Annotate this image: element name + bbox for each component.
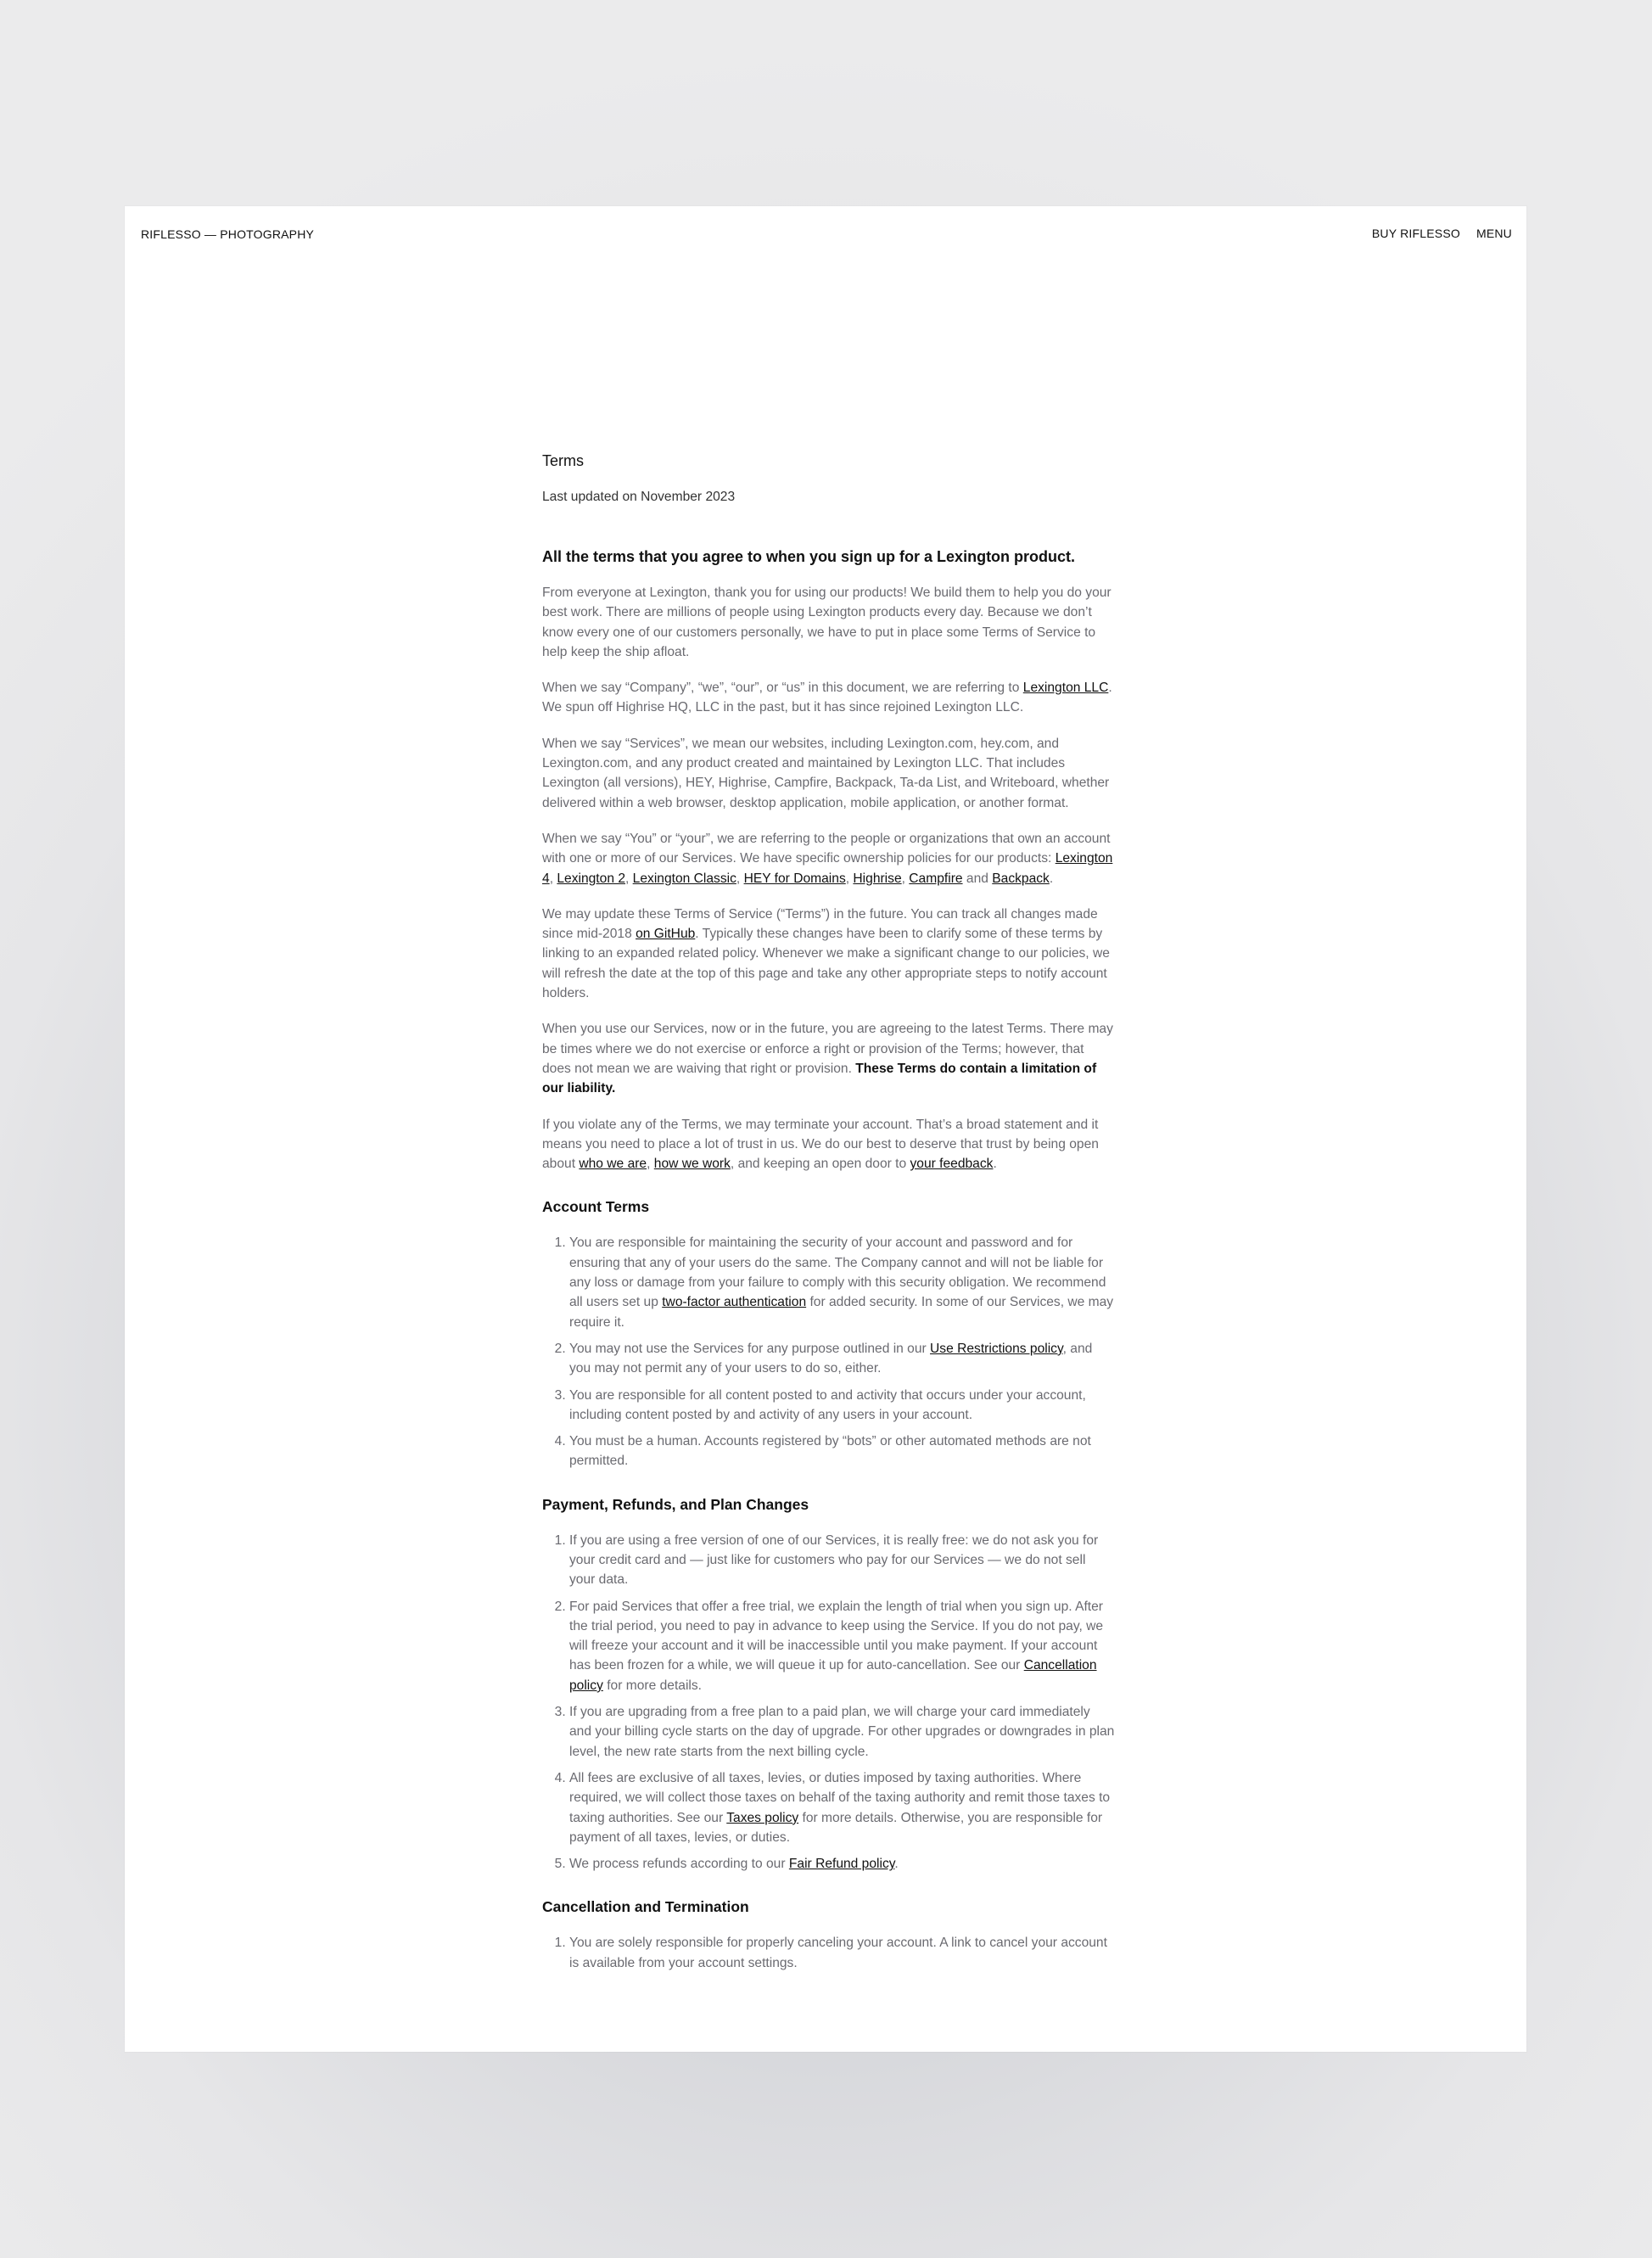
separator: , [647, 1157, 654, 1172]
lexington-4-link[interactable]: Lexington 4 [542, 851, 1113, 886]
fair-refund-policy-link[interactable]: Fair Refund policy [788, 1857, 895, 1872]
company-definition-paragraph [542, 678, 1115, 718]
lexington-llc-link[interactable]: Lexington LLC [1022, 681, 1109, 696]
text-span: All fees are exclusive of all taxes, levies, or duties imposed by taxing authorities. Where required, we will collect those taxes on behalf of the taxing authority and remit those taxes to taxing authorities. See our [569, 1770, 1111, 1825]
list-item [569, 1597, 1115, 1695]
text-span: for more details. [602, 1678, 703, 1693]
text-span: When you use our Services, now or in the future, you are agreeing to the latest Terms. There may be times where we do not exercise or enforce a right or provision of the Terms; however, that does not mean we are waiving that right or provision. [542, 1022, 1113, 1076]
text-span: You are solely responsible for properly canceling your account. A link to cancel your account is available from your account settings. [569, 1936, 1107, 1970]
intro-paragraph: From everyone at Lexington, thank you for using our products! We build them to help you do your best work. There are millions of people using Lexington products every day. Because we don’t know every one of our customers personally, we have to put in place some Terms of Service to help keep the ship afloat. [542, 586, 1112, 659]
text-span: We process refunds according to our [569, 1857, 789, 1872]
your-feedback-link[interactable]: your feedback [910, 1157, 994, 1172]
payment-heading: Payment, Refunds, and Plan Changes [542, 1495, 809, 1513]
who-we-are-link[interactable]: who we are [579, 1157, 647, 1172]
list-item [569, 1432, 1115, 1471]
separator: , [549, 871, 557, 886]
lexington-classic-link[interactable]: Lexington Classic [632, 871, 736, 886]
text-span: . Typically these changes have been to clarify some of these terms by linking to an expanded related policy. Whenever we make a significant change to our policies, we will refresh the date at the top of this page and take any other appropriate steps to notify account holders. [542, 927, 1110, 1001]
buy-riflesso-link[interactable]: BUY RIFLESSO [1371, 227, 1460, 240]
text-span: for more details. Otherwise, you are responsible for payment of all taxes, levies, or duties. [569, 1810, 1103, 1845]
cancellation-heading: Cancellation and Termination [542, 1898, 749, 1916]
list-item [569, 1933, 1115, 1973]
two-factor-authentication-link[interactable]: two-factor authentication [662, 1295, 807, 1310]
services-definition-paragraph: When we say “Services”, we mean our websites, including Lexington.com, hey.com, and Lexington.com, and any product created and maintained by Lexington LLC. That includes Lexington (all versions), HEY, Highrise, Campfire, Backpack, Ta-da List, and Writeboard, whether delivered within a web browser, desktop application, mobile application, or another format. [542, 736, 1110, 810]
separator: , [736, 871, 744, 886]
separator: , [901, 871, 910, 886]
text-span: You may not use the Services for any purpose outlined in our [569, 1341, 931, 1356]
text-span: When we say “You” or “your”, we are referring to the people or organizations that own an account with one or more of our Services. We have specific ownership policies for our products: [542, 831, 1111, 866]
text-span: If you are using a free version of one of our Services, it is really free: we do not ask you for your credit card and — just like for customers who pay for our Services — we do not sell your data. [569, 1532, 1099, 1588]
payment-list [542, 1531, 1115, 1874]
text-span: for added security. In some of our Services, we may require it. [569, 1295, 1114, 1330]
list-item [569, 1233, 1115, 1331]
text-span: . [894, 1857, 899, 1872]
text-span: , and keeping an open door to [730, 1157, 910, 1172]
text-span: If you are upgrading from a free plan to a paid plan, we will charge your card immediately and your billing cycle starts on the day of upgrade. For other upgrades or downgrades in plan level, the new rate starts from the next billing cycle. [569, 1705, 1115, 1759]
text-span: You are responsible for maintaining the security of your account and password and for ensuring that any of your users do the same. The Company cannot and will not be liable for any loss or damage from your failure to comply with this security obligation. We recommend all users set up [569, 1235, 1106, 1310]
page-title: Terms [542, 452, 584, 469]
lexington-2-link[interactable]: Lexington 2 [557, 871, 625, 886]
hey-for-domains-link[interactable]: HEY for Domains [743, 871, 846, 886]
campfire-link[interactable]: Campfire [909, 871, 963, 886]
list-item [569, 1531, 1115, 1590]
period: . [1049, 871, 1054, 886]
text-span: , and you may not permit any of your users to do so, either. [569, 1341, 1093, 1376]
separator: , [845, 871, 854, 886]
top-nav [1372, 227, 1512, 240]
updates-paragraph [542, 905, 1115, 1003]
list-item [569, 1768, 1115, 1847]
text-span: For paid Services that offer a free trial, we explain the length of trial when you sign up. After the trial period, you need to pay in advance to keep using the Service. If you do not pay, we will freeze your account and it will be inaccessible until you make payment. If your account has been frozen for a while, we will queue it up for auto-cancellation. See our [569, 1599, 1104, 1673]
separator: , [625, 871, 633, 886]
github-link[interactable]: on GitHub [636, 927, 696, 942]
menu-button[interactable]: MENU [1476, 227, 1512, 240]
cancellation-policy-link[interactable]: Cancellation policy [569, 1658, 1097, 1693]
text-span: You are responsible for all content posted to and activity that occurs under your account, including content posted by and activity of any users in your account. [569, 1387, 1086, 1422]
brand-logo-link[interactable]: RIFLESSO — PHOTOGRAPHY [141, 227, 315, 241]
list-item [569, 1339, 1115, 1379]
list-item [569, 1702, 1115, 1762]
how-we-work-link[interactable]: how we work [653, 1157, 731, 1172]
taxes-policy-link[interactable]: Taxes policy [726, 1810, 799, 1825]
lead-heading: All the terms that you agree to when you sign up for a Lexington product. [542, 548, 1076, 565]
list-item [569, 1854, 1115, 1874]
list-item [569, 1386, 1115, 1426]
account-terms-heading: Account Terms [542, 1198, 650, 1216]
terms-article [542, 451, 1115, 1980]
browser-viewport [125, 206, 1526, 2052]
liability-notice: These Terms do contain a limitation of our liability. [542, 1061, 1097, 1096]
period: . [993, 1157, 997, 1172]
text-span: When we say “Company”, “we”, “our”, or “us” in this document, we are referring to [542, 681, 1023, 696]
backpack-link[interactable]: Backpack [992, 871, 1050, 886]
text-span: . We spun off Highrise HQ, LLC in the past, but it has since rejoined Lexington LLC. [542, 681, 1112, 715]
conjunction: and [962, 871, 993, 886]
agreement-paragraph [542, 1019, 1115, 1098]
text-span: If you violate any of the Terms, we may terminate your account. That’s a broad statement and it means you need to place a lot of trust in us. We do our best to deserve that trust by being open about [542, 1117, 1099, 1172]
termination-paragraph [542, 1115, 1115, 1174]
last-updated-text: Last updated on November 2023 [542, 490, 736, 504]
text-span: You must be a human. Accounts registered by “bots” or other automated methods are not permitted. [569, 1434, 1091, 1469]
use-restrictions-policy-link[interactable]: Use Restrictions policy [930, 1341, 1063, 1356]
highrise-link[interactable]: Highrise [853, 871, 902, 886]
text-span: We may update these Terms of Service (“Terms”) in the future. You can track all changes made since mid-2018 [542, 906, 1098, 942]
cancellation-list [542, 1933, 1115, 1973]
you-definition-paragraph [542, 829, 1115, 888]
account-terms-list [542, 1233, 1115, 1471]
